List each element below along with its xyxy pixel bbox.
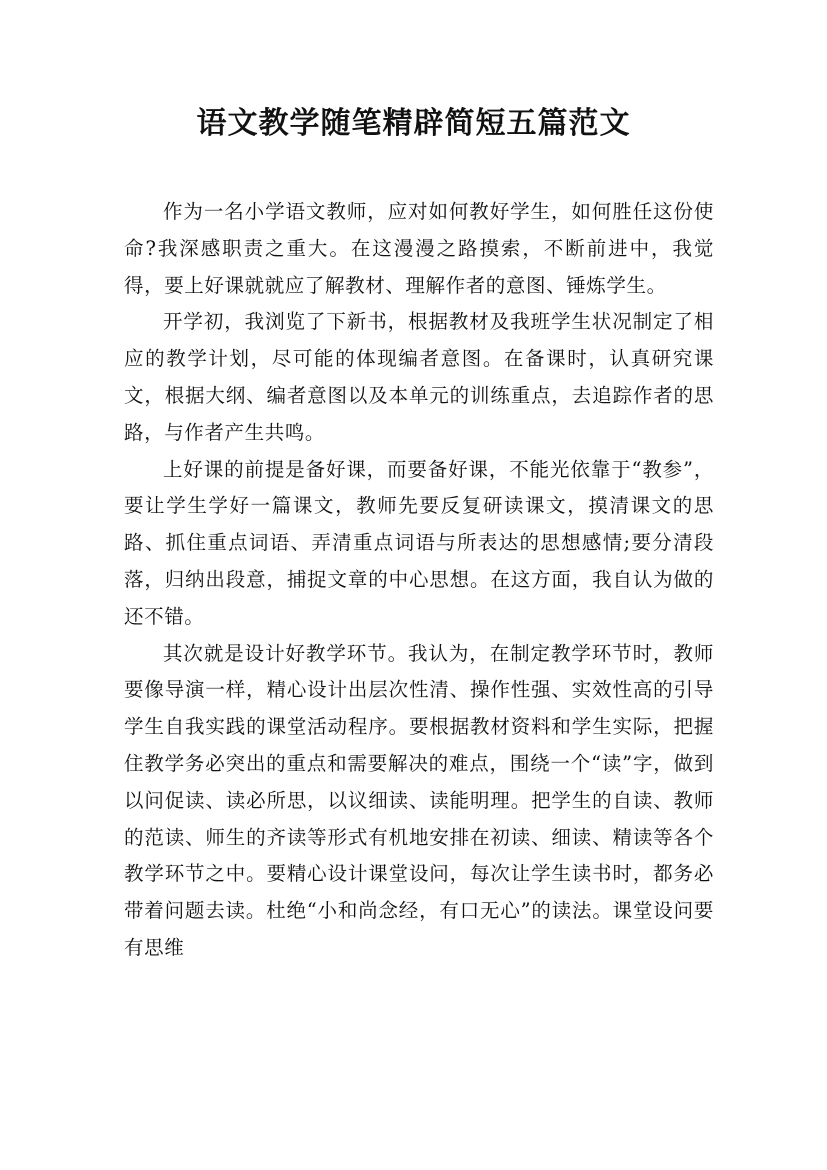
paragraph-3: 上好课的前提是备好课，而要备好课，不能光依靠于“教参”，要让学生学好一篇课文，教师先要反复研读课文，摸清课文的思路、抓住重点词语、弄清重点词语与所表达的思想感情;要分清段落，归纳出段意，捕捉文章的中心思想。在这方面，我自认为做的还不错。 [124, 457, 714, 628]
document-title: 语文教学随笔精辟简短五篇范文 [196, 106, 631, 141]
document-body [124, 194, 714, 967]
paragraph-2: 开学初，我浏览了下新书，根据教材及我班学生状况制定了相应的教学计划，尽可能的体现编者意图。在备课时，认真研究课文，根据大纲、编者意图以及本单元的训练重点，去追踪作者的思路，与作者产生共鸣。 [124, 310, 714, 444]
paragraph-4: 其次就是设计好教学环节。我认为，在制定教学环节时，教师要像导演一样，精心设计出层次性清、操作性强、实效性高的引导学生自我实践的课堂活动程序。要根据教材资料和学生实际，把握住教学务必突出的重点和需要解决的难点，围绕一个“读”字，做到以问促读、读必所思，以议细读、读能明理。把学生的自读、教师的范读、师生的齐读等形式有机地安排在初读、细读、精读等各个教学环节之中。要精心设计课堂设问，每次让学生读书时，都务必带着问题去读。杜绝“小和尚念经，有口无心”的读法。课堂设问要有思维 [124, 641, 714, 959]
paragraph-1: 作为一名小学语文教师，应对如何教好学生，如何胜任这份使命?我深感职责之重大。在这漫漫之路摸索，不断前进中，我觉得，要上好课就就应了解教材、理解作者的意图、锤炼学生。 [124, 200, 714, 297]
